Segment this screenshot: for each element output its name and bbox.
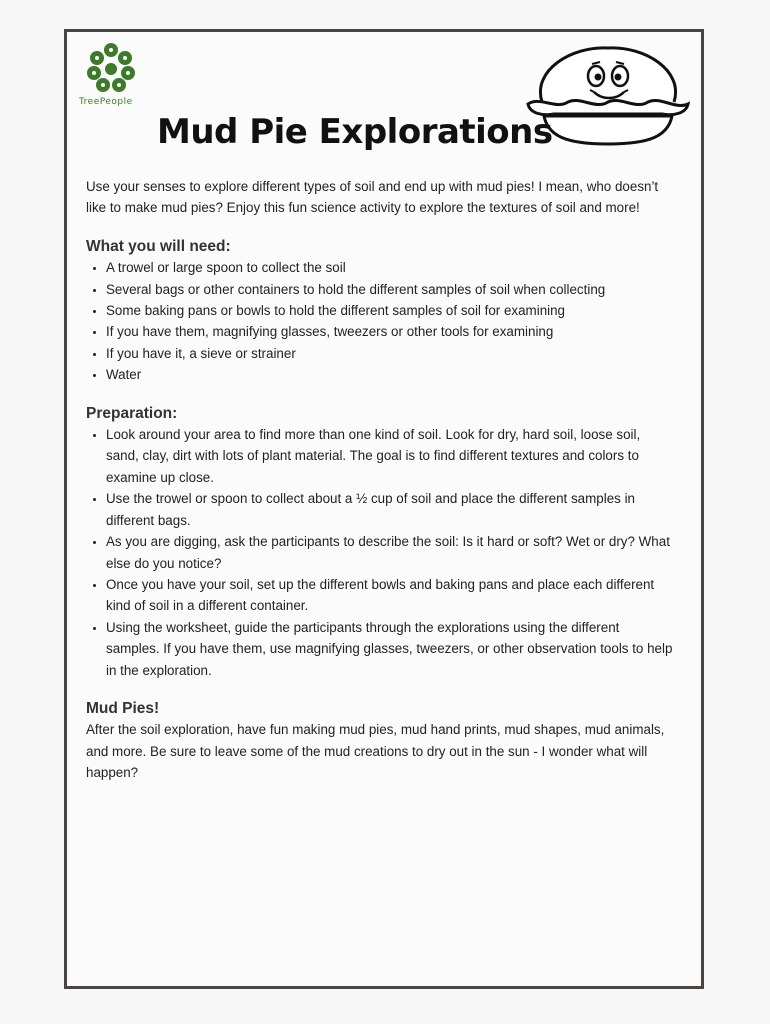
list-item: • Several bags or other containers to hold the different samples of soil when collecting [106,279,676,300]
treepeople-logo-icon [83,40,139,96]
document-page [64,29,704,989]
document-body [86,176,676,784]
list-item: • If you have them, magnifying glasses, tweezers or other tools for examining [106,321,676,342]
treepeople-logo [79,40,143,107]
list-item: • Use the trowel or spoon to collect about a ½ cup of soil and place the different samples in different bags. [106,488,676,531]
page-title: Mud Pie Explorations [157,112,553,152]
need-list [86,257,676,385]
list-item: • Once you have your soil, set up the different bowls and baking pans and place each different kind of soil in a different container. [106,574,676,617]
mud-pies-paragraph: After the soil exploration, have fun making mud pies, mud hand prints, mud shapes, mud animals, and more. Be sure to leave some of the mud creations to dry out in the sun - I wonder what will happen? [86,722,665,781]
section-heading-preparation: Preparation: [86,404,178,422]
section-heading-need: What you will need: [86,237,231,255]
list-item: • Using the worksheet, guide the participants through the explorations using the different samples. If you have them, use magnifying glasses, tweezers, or other observation tools to help in the exploration. [106,617,676,681]
section-heading-mud-pies: Mud Pies! [86,699,160,717]
list-item: • As you are digging, ask the participants to describe the soil: Is it hard or soft? Wet or dry? What else do you notice? [106,531,676,574]
list-item: • Look around your area to find more than one kind of soil. Look for dry, hard soil, loose soil, sand, clay, dirt with lots of plant material. The goal is to find different textures and colors to examine up close. [106,424,676,488]
intro-paragraph: Use your senses to explore different types of soil and end up with mud pies! I mean, who doesn’t like to make mud pies? Enjoy this fun science activity to explore the textures of soil and more! [86,179,659,216]
list-item: • Water [106,364,676,385]
preparation-list [86,424,676,681]
list-item: • A trowel or large spoon to collect the soil [106,257,676,278]
logo-text: TreePeople [79,97,133,107]
list-item: • If you have it, a sieve or strainer [106,343,676,364]
list-item: • Some baking pans or bowls to hold the different samples of soil for examining [106,300,676,321]
